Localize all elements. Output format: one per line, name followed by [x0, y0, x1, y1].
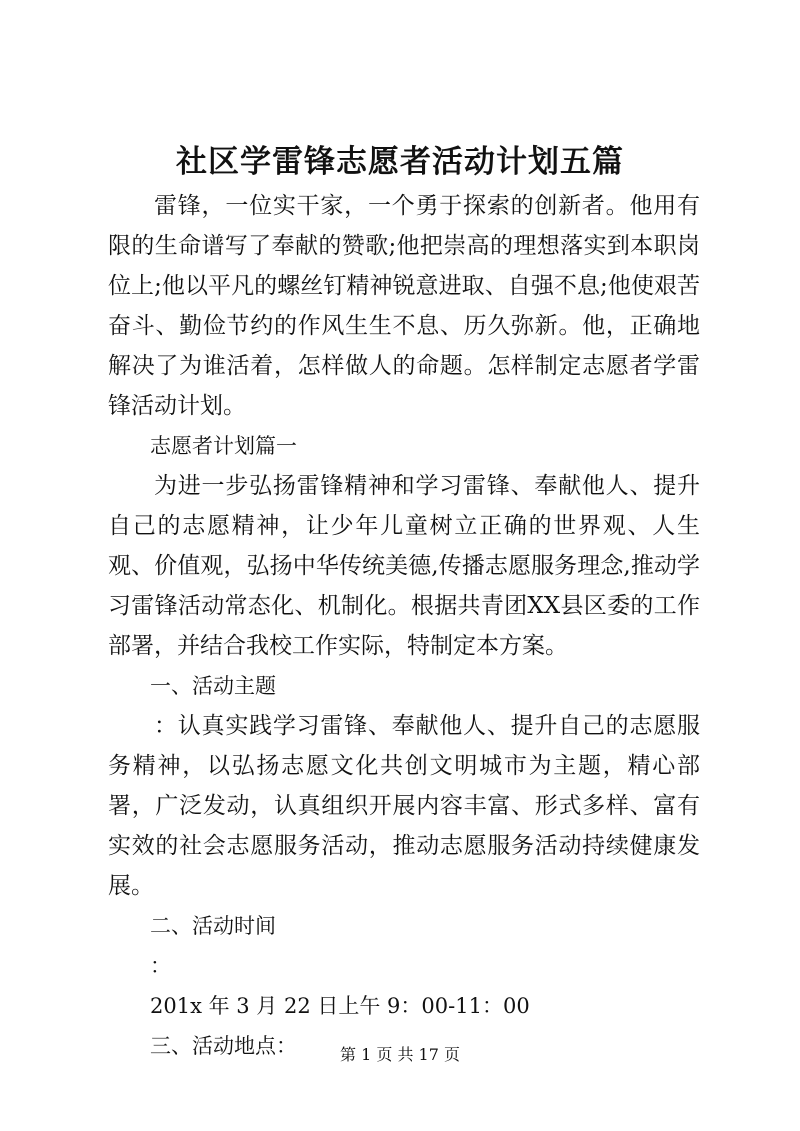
document-body	[108, 186, 700, 1066]
section-heading-time: 二、活动时间	[150, 914, 276, 938]
time-colon-line: ：	[150, 954, 171, 978]
section-heading-plan-one: 志愿者计划篇一	[150, 434, 297, 458]
plan-purpose-paragraph: 为进一步弘扬雷锋精神和学习雷锋、奉献他人、提升自己的志愿精神，让少年儿童树立正确的世界观、人生观、价值观，弘扬中华传统美德,传播志愿服务理念,推动学习雷锋活动常态化、机制化。根据共青团XX县区委的工作部署，并结合我校工作实际，特制定本方案。	[108, 473, 700, 659]
time-value-line: 201x 年 3 月 22 日上午 9：00-11：00	[150, 994, 530, 1018]
page-number-footer: 第 1 页 共 17 页	[340, 1045, 460, 1064]
section-heading-theme: 一、活动主题	[150, 674, 276, 698]
document-title: 社区学雷锋志愿者活动计划五篇	[176, 144, 624, 180]
section-heading-location: 三、活动地点：	[150, 1034, 297, 1058]
intro-paragraph: 雷锋，一位实干家，一个勇于探索的创新者。他用有限的生命谱写了奉献的赞歌;他把崇高的理想落实到本职岗位上;他以平凡的螺丝钉精神锐意进取、自强不息;他使艰苦奋斗、勤俭节约的作风生生不息、历久弥新。他，正确地解决了为谁活着，怎样做人的命题。怎样制定志愿者学雷锋活动计划。	[108, 193, 700, 419]
theme-paragraph: ：认真实践学习雷锋、奉献他人、提升自己的志愿服务精神，以弘扬志愿文化共创文明城市为主题，精心部署，广泛发动，认真组织开展内容丰富、形式多样、富有实效的社会志愿服务活动，推动志愿服务活动持续健康发展。	[108, 713, 700, 899]
